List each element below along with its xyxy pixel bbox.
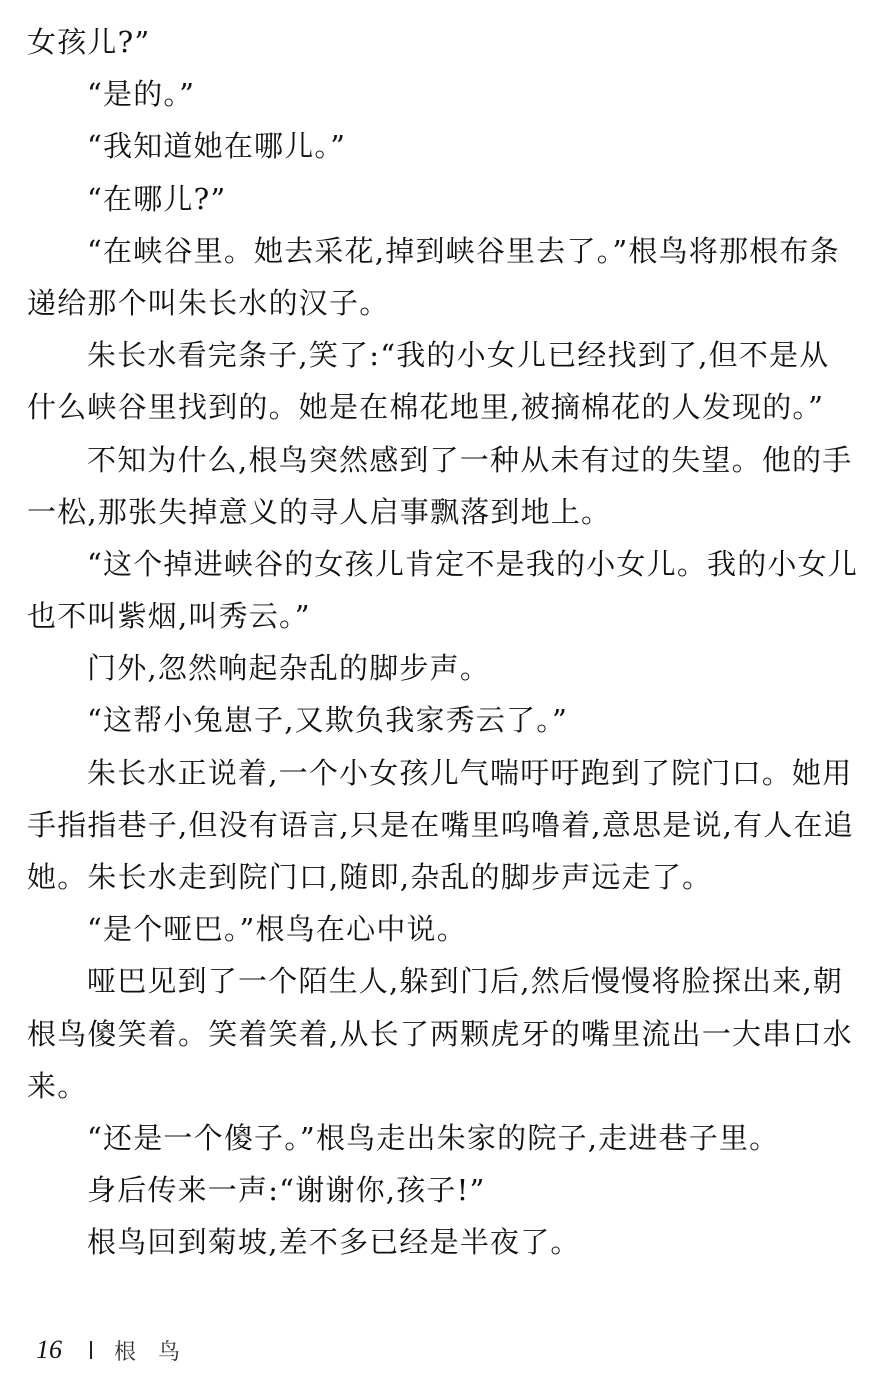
text-line: 来。 [27, 1068, 88, 1103]
text-line: 朱长水看完条子,笑了:“我的小女儿已经找到了,但不是从 [87, 338, 830, 373]
text-line: 女孩儿?” [27, 25, 151, 59]
footer-divider [90, 1341, 92, 1359]
text-line: “在哪儿?” [87, 181, 227, 216]
text-line: “还是一个傻子。”根鸟走出朱家的院子,走进巷子里。 [87, 1120, 780, 1155]
text-line: 朱长水正说着,一个小女孩儿气喘吁吁跑到了院门口。她用 [87, 755, 853, 790]
text-line: “是个哑巴。”根鸟在心中说。 [87, 912, 467, 947]
text-line: 手指指巷子,但没有语言,只是在嘴里呜噜着,意思是说,有人在追 [27, 807, 854, 842]
text-line: 递给那个叫朱长水的汉子。 [27, 285, 390, 320]
text-line: “这帮小兔崽子,又欺负我家秀云了。” [87, 703, 568, 738]
text-line: 身后传来一声:“谢谢你,孩子!” [87, 1173, 486, 1208]
text-line: “我知道她在哪儿。” [87, 129, 347, 164]
text-line: 什么峡谷里找到的。她是在棉花地里,被摘棉花的人发现的。” [27, 390, 825, 425]
text-line: 哑巴见到了一个陌生人,躲到门后,然后慢慢将脸探出来,朝 [87, 964, 844, 999]
page-footer [36, 1330, 202, 1370]
page-number: 16 [36, 1335, 62, 1364]
text-line: 根鸟傻笑着。笑着笑着,从长了两颗虎牙的嘴里流出一大串口水 [27, 1016, 853, 1051]
text-line: 也不叫紫烟,叫秀云。” [27, 599, 311, 634]
text-line: 根鸟回到菊坡,差不多已经是半夜了。 [87, 1225, 581, 1260]
text-line: 不知为什么,根鸟突然感到了一种从未有过的失望。他的手 [87, 442, 853, 477]
text-line: “是的。” [87, 77, 196, 112]
text-line: 一松,那张失掉意义的寻人启事飘落到地上。 [27, 494, 612, 529]
text-line: 门外,忽然响起杂乱的脚步声。 [87, 651, 491, 686]
text-line: 她。朱长水走到院门口,随即,杂乱的脚步声远走了。 [27, 860, 713, 894]
text-line: “这个掉进峡谷的女孩儿肯定不是我的小女儿。我的小女儿 [87, 546, 859, 581]
running-title: 根鸟 [114, 1339, 203, 1365]
page-body-text [27, 16, 859, 1269]
text-line: “在峡谷里。她去采花,掉到峡谷里去了。”根鸟将那根布条 [87, 233, 840, 268]
